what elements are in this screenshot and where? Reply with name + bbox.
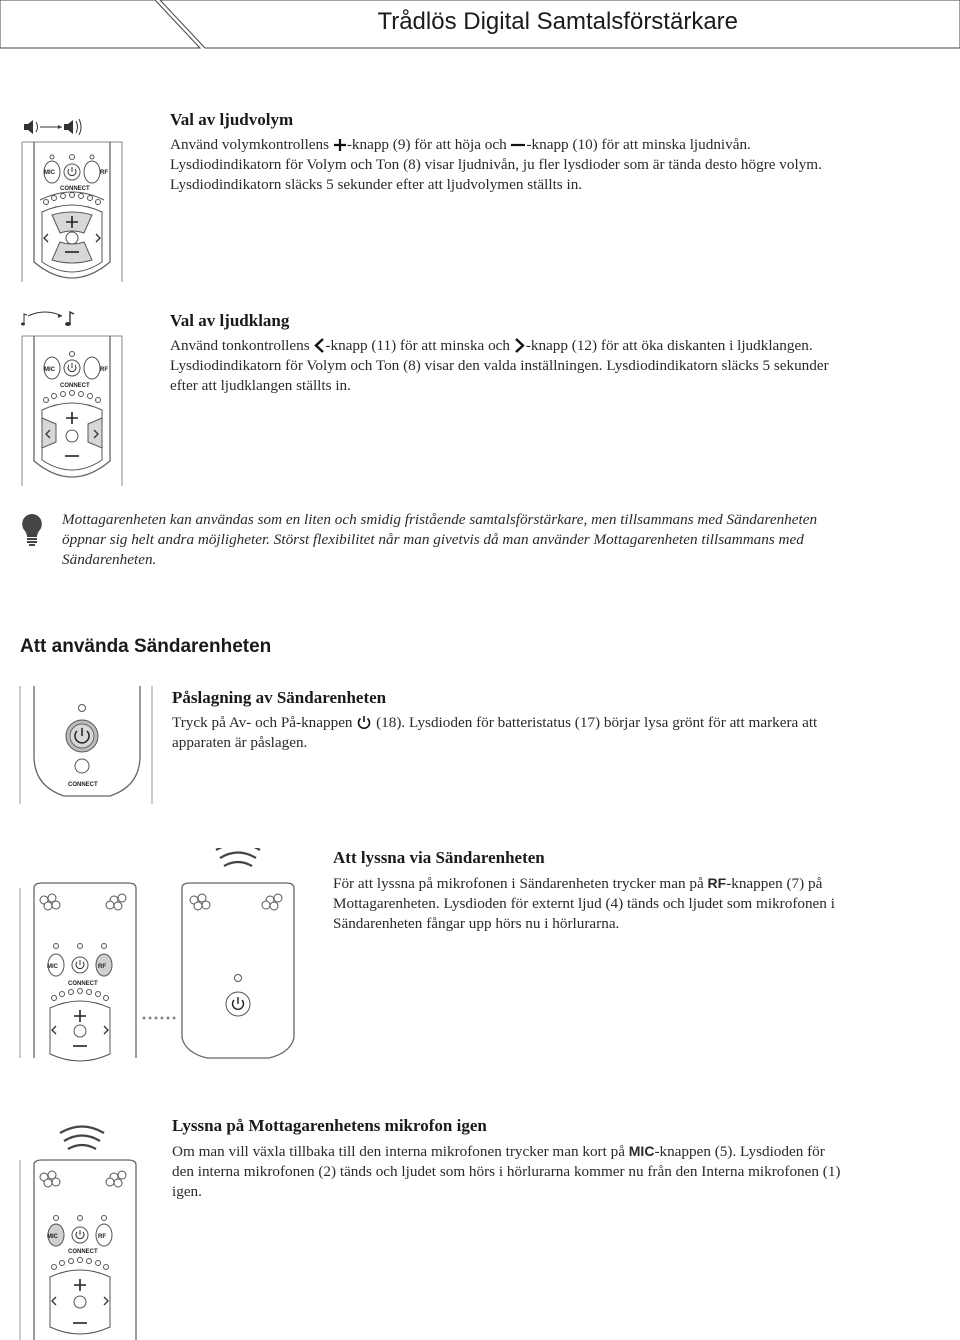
- svg-text:CONNECT: CONNECT: [60, 383, 90, 389]
- chevron-left-icon: [313, 338, 325, 353]
- tone-title: Val av ljudklang: [170, 311, 290, 330]
- power-on-title: Påslagning av Sändarenheten: [172, 688, 387, 707]
- tone-icon: [21, 312, 74, 326]
- relisten-section: [172, 1116, 842, 1202]
- svg-text:CONNECT: CONNECT: [60, 186, 90, 192]
- svg-text:RF: RF: [98, 964, 106, 970]
- minus-icon: [510, 138, 526, 152]
- sound-waves-icon: [216, 848, 260, 866]
- tone-text: Använd tonkontrollens -knapp (11) för att minska och -knapp (12) för att öka diskanten i ljudklangen. Lysdiodindikatorn för Volym och Ton (8) visar den valda inställningen. Lysdiodindikatorn släcks 5 sekunder efter att ljudklangen ställts in.: [170, 337, 829, 394]
- power-on-text: Tryck på Av- och På-knappen (18). Lysdioden för batteristatus (17) börjar lysa grönt för att markera att apparaten är påslagen.: [172, 714, 818, 751]
- listen-title: Att lyssna via Sändarenheten: [333, 848, 545, 867]
- svg-text:CONNECT: CONNECT: [68, 981, 98, 987]
- receiver-device-tone: [12, 306, 162, 486]
- plus-icon: [333, 138, 347, 152]
- power-icon: [356, 714, 372, 730]
- tone-section: [170, 311, 850, 396]
- volume-icon: [24, 119, 81, 135]
- mic-key-label: MIC: [628, 1143, 655, 1159]
- power-on-section: [172, 688, 852, 753]
- rf-key-label: RF: [707, 875, 727, 891]
- receiver-device-mic: [12, 1115, 162, 1340]
- svg-text:MIC: MIC: [47, 1234, 58, 1240]
- svg-text:CONNECT: CONNECT: [68, 782, 98, 788]
- svg-text:RF: RF: [98, 1234, 106, 1240]
- svg-text:MIC: MIC: [47, 964, 58, 970]
- sound-waves-icon: [60, 1127, 104, 1150]
- volume-title: Val av ljudvolym: [170, 110, 294, 129]
- listen-text: För att lyssna på mikrofonen i Sändarenheten trycker man på RF-knappen (7) på Mottagarenheten. Lysdioden för externt ljud (4) tänds och ljudet som mikrofonen i Sändarenheten fångar upp hörs nu i hörlurarna.: [333, 875, 835, 932]
- tip-text: Mottagarenheten kan användas som en liten och smidig fristående samtalsförstärkare, men tillsammans med Sändarenheten öppnar sig helt andra möjligheter. Störst flexibilitet når man givetvis då man använder Mottagarenheten tillsammans med Sändarenheten.: [62, 511, 818, 568]
- relisten-text: Om man vill växla tillbaka till den interna mikrofonen trycker man kort på MIC-knappen (5). Lysdioden för den interna mikrofonen (2) tänds och ljudet som hörs i hörlurarna kommer nu från den Interna mikrofonen (1) igen.: [172, 1143, 841, 1200]
- devices-listen-illustration: [12, 848, 322, 1063]
- svg-text:CONNECT: CONNECT: [68, 1249, 98, 1255]
- transmitter-device-power: [12, 686, 162, 806]
- receiver-device-volume: [12, 112, 162, 287]
- section-heading: Att använda Sändarenheten: [20, 636, 272, 657]
- page-title: Trådlös Digital Samtalsförstärkare: [377, 8, 738, 35]
- volume-section: [170, 110, 850, 195]
- volume-text: Använd volymkontrollens -knapp (9) för att höja och -knapp (10) för att minska ljudnivån. Lysdiodindikatorn för Volym och Ton (8) visar ljudnivån, ju fler lysdioder som är tända desto högre volym. Lysdiodindikatorn släcks 5 sekunder efter att ljudvolymen ställts in.: [170, 136, 822, 193]
- svg-text:RF: RF: [100, 367, 108, 373]
- svg-text:MIC: MIC: [44, 367, 55, 373]
- chevron-right-icon: [514, 338, 526, 353]
- page-header: [0, 0, 960, 50]
- svg-text:RF: RF: [100, 170, 108, 176]
- relisten-title: Lyssna på Mottagarenhetens mikrofon igen: [172, 1116, 487, 1135]
- lightbulb-icon: [20, 512, 44, 546]
- svg-text:MIC: MIC: [44, 170, 55, 176]
- listen-section: [333, 848, 853, 934]
